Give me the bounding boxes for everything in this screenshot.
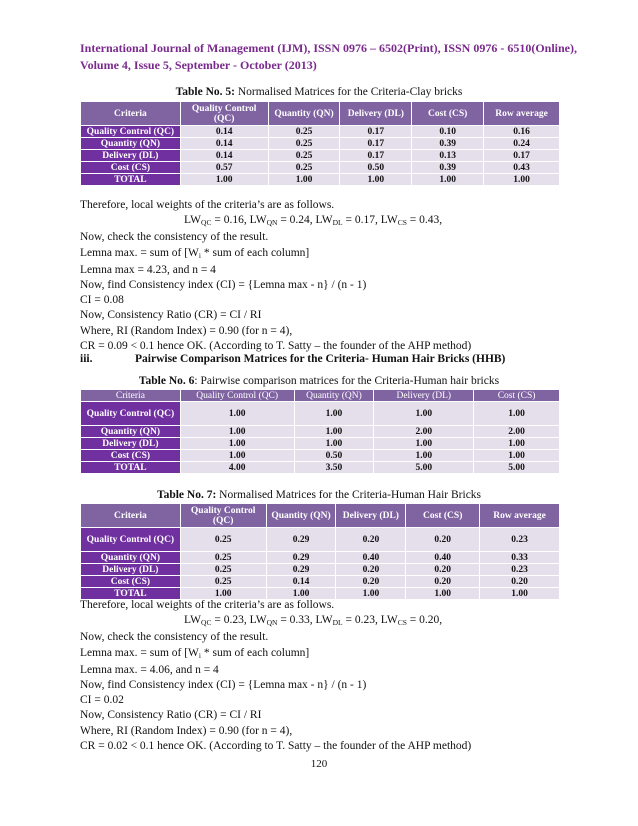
cell: 0.39 — [412, 138, 484, 150]
cell: 4.00 — [180, 462, 294, 474]
text-line: Now, find Consistency index (CI) = {Lemna max - n} / (n - 1) — [80, 279, 367, 292]
text-block-2 — [80, 598, 580, 754]
table7-caption-text: Normalised Matrices for the Criteria-Human Hair Bricks — [216, 489, 482, 501]
table6-caption-text: : Pairwise comparison matrices for the Criteria-Human hair bricks — [194, 375, 500, 387]
table6-header: Criteria — [81, 390, 181, 402]
cell: 1.00 — [480, 588, 560, 600]
table6 — [80, 389, 560, 474]
text-line: Lemna max. = sum of [$W_i$ * sum of each column] — [80, 246, 310, 260]
table-row — [81, 576, 560, 588]
table-row — [81, 450, 560, 462]
table-total-row — [81, 462, 560, 474]
table7-header-row — [81, 504, 560, 528]
table-row — [81, 138, 560, 150]
cell: 1.00 — [180, 174, 268, 186]
cell: 1.00 — [294, 438, 374, 450]
header-line-1: International Journal of Management (IJM), ISSN 0976 – 6502(Print), ISSN 0976 - 6510(Online), — [80, 41, 577, 55]
table6-header: Delivery (DL) — [374, 390, 474, 402]
row-header: Quality Control (QC) — [81, 528, 181, 552]
cell: 0.43 — [484, 162, 560, 174]
table-total-row — [81, 174, 560, 186]
cell: 0.25 — [268, 150, 340, 162]
table-row — [81, 162, 560, 174]
table-row — [81, 426, 560, 438]
cell: 0.25 — [268, 162, 340, 174]
row-header: Quantity (QN) — [81, 138, 181, 150]
cell: 0.33 — [480, 552, 560, 564]
cell: 1.00 — [340, 174, 412, 186]
cell: 1.00 — [294, 402, 374, 426]
cell: 1.00 — [180, 450, 294, 462]
row-header: TOTAL — [81, 462, 181, 474]
cell: 0.25 — [180, 528, 266, 552]
journal-header — [80, 40, 580, 74]
table5-header-row — [81, 102, 560, 126]
section-title: Pairwise Comparison Matrices for the Criteria- Human Hair Bricks (HHB) — [135, 353, 506, 365]
text-line: Now, Consistency Ratio (CR) = CI / RI — [80, 709, 262, 722]
cell: 0.20 — [480, 576, 560, 588]
local-weights-line: $LW_{QC} = 0.23$, $LW_{QN} = 0.33$, $LW_{DL} = 0.23$, $LW_{CS} = 0.20$, — [184, 614, 443, 628]
cell: 0.14 — [180, 126, 268, 138]
table7-caption-label: Table No. 7: — [156, 489, 217, 501]
table7-header: Quality Control (QC) — [180, 504, 266, 528]
cell: 0.50 — [294, 450, 374, 462]
page-number: 120 — [310, 758, 328, 770]
table7-header: Cost (CS) — [406, 504, 480, 528]
cell: 2.00 — [374, 426, 474, 438]
row-header: TOTAL — [81, 174, 181, 186]
text-line: CR = 0.02 < 0.1 hence OK. (According to T. Satty – the founder of the AHP method) — [80, 739, 472, 752]
table5-header: Row average — [484, 102, 560, 126]
table6-caption-label: Table No. 6 — [138, 375, 195, 387]
cell: 0.10 — [412, 126, 484, 138]
cell: 0.17 — [484, 150, 560, 162]
cell: 0.13 — [412, 150, 484, 162]
row-header: Cost (CS) — [81, 576, 181, 588]
cell: 1.00 — [474, 450, 560, 462]
table-row — [81, 402, 560, 426]
cell: 1.00 — [406, 588, 480, 600]
table5-header: Quantity (QN) — [268, 102, 340, 126]
row-header: Delivery (DL) — [81, 150, 181, 162]
cell: 0.39 — [412, 162, 484, 174]
cell: 0.25 — [180, 576, 266, 588]
table7-header: Delivery (DL) — [336, 504, 406, 528]
cell: 0.23 — [480, 528, 560, 552]
text-line: Therefore, local weights of the criteria’s are as follows. — [80, 599, 335, 611]
cell: 1.00 — [266, 588, 336, 600]
table7-caption — [0, 489, 638, 501]
cell: 1.00 — [336, 588, 406, 600]
text-line: Where, RI (Random Index) = 0.90 (for n = 4), — [80, 724, 293, 737]
cell: 0.25 — [268, 138, 340, 150]
cell: 1.00 — [474, 402, 560, 426]
section-heading — [80, 353, 505, 365]
local-weights-line: $LW_{QC} = 0.16$, $LW_{QN} = 0.24$, $LW_{DL} = 0.17$, $LW_{CS} = 0.43$, — [184, 214, 443, 228]
cell: 1.00 — [180, 426, 294, 438]
cell: 2.00 — [474, 426, 560, 438]
cell: 0.17 — [340, 138, 412, 150]
cell: 0.29 — [266, 528, 336, 552]
cell: 0.14 — [266, 576, 336, 588]
cell: 1.00 — [374, 450, 474, 462]
table-row — [81, 528, 560, 552]
cell: 0.57 — [180, 162, 268, 174]
row-header: Quantity (QN) — [81, 426, 181, 438]
table7-header: Criteria — [81, 504, 181, 528]
row-header: Quality Control (QC) — [81, 402, 181, 426]
cell: 0.20 — [406, 564, 480, 576]
table5-caption-text: Normalised Matrices for the Criteria-Clay bricks — [234, 86, 463, 98]
cell: 1.00 — [484, 174, 560, 186]
text-line: Now, check the consistency of the result. — [80, 231, 269, 244]
cell: 0.16 — [484, 126, 560, 138]
table6-header: Quality Control (QC) — [180, 390, 294, 402]
header-line-2: Volume 4, Issue 5, September - October (2013) — [80, 58, 317, 72]
row-header: TOTAL — [81, 588, 181, 600]
table-row — [81, 438, 560, 450]
table-row — [81, 564, 560, 576]
row-header: Quality Control (QC) — [81, 126, 181, 138]
row-header: Delivery (DL) — [81, 564, 181, 576]
row-header: Delivery (DL) — [81, 438, 181, 450]
table5-header: Cost (CS) — [412, 102, 484, 126]
table6-header: Quantity (QN) — [294, 390, 374, 402]
table-row — [81, 126, 560, 138]
cell: 0.25 — [180, 564, 266, 576]
table5 — [80, 101, 560, 186]
cell: 0.20 — [406, 576, 480, 588]
cell: 1.00 — [180, 438, 294, 450]
cell: 0.29 — [266, 552, 336, 564]
table7-header: Row average — [480, 504, 560, 528]
table5-caption — [0, 86, 638, 98]
table7-header: Quantity (QN) — [266, 504, 336, 528]
cell: 5.00 — [474, 462, 560, 474]
table6-header-row — [81, 390, 560, 402]
cell: 1.00 — [294, 426, 374, 438]
cell: 1.00 — [374, 438, 474, 450]
cell: 0.24 — [484, 138, 560, 150]
cell: 0.14 — [180, 150, 268, 162]
text-line: Lemna max = 4.23, and n = 4 — [80, 263, 216, 276]
cell: 3.50 — [294, 462, 374, 474]
cell: 0.29 — [266, 564, 336, 576]
cell: 0.23 — [480, 564, 560, 576]
cell: 0.25 — [180, 552, 266, 564]
row-header: Quantity (QN) — [81, 552, 181, 564]
cell: 1.00 — [412, 174, 484, 186]
cell: 0.25 — [268, 126, 340, 138]
cell: 0.20 — [336, 576, 406, 588]
table-row — [81, 150, 560, 162]
text-line: Therefore, local weights of the criteria’s are as follows. — [80, 199, 335, 211]
table5-header: Quality Control (QC) — [180, 102, 268, 126]
text-line: Now, check the consistency of the result. — [80, 631, 269, 644]
text-line: Lemna max. = sum of [$W_i$ * sum of each column] — [80, 646, 310, 660]
cell: 1.00 — [474, 438, 560, 450]
text-line: Where, RI (Random Index) = 0.90 (for n = 4), — [80, 324, 293, 337]
cell: 1.00 — [180, 402, 294, 426]
cell: 0.20 — [406, 528, 480, 552]
cell: 0.40 — [406, 552, 480, 564]
table5-caption-label: Table No. 5: — [175, 86, 235, 98]
table-row — [81, 552, 560, 564]
text-line: Now, Consistency Ratio (CR) = CI / RI — [80, 309, 262, 322]
table7 — [80, 503, 560, 600]
cell: 0.20 — [336, 564, 406, 576]
cell: 0.40 — [336, 552, 406, 564]
table5-header: Delivery (DL) — [340, 102, 412, 126]
table6-header: Cost (CS) — [474, 390, 560, 402]
cell: 0.17 — [340, 126, 412, 138]
cell: 0.14 — [180, 138, 268, 150]
text-line: Lemna max. = 4.06, and n = 4 — [80, 663, 219, 676]
cell: 5.00 — [374, 462, 474, 474]
cell: 1.00 — [268, 174, 340, 186]
text-line: Now, find Consistency index (CI) = {Lemna max - n} / (n - 1) — [80, 679, 367, 692]
text-line: CR = 0.09 < 0.1 hence OK. (According to T. Satty – the founder of the AHP method) — [80, 339, 472, 352]
text-line: CI = 0.08 — [80, 294, 124, 307]
table5-header: Criteria — [81, 102, 181, 126]
cell: 0.17 — [340, 150, 412, 162]
row-header: Cost (CS) — [81, 450, 181, 462]
row-header: Cost (CS) — [81, 162, 181, 174]
table6-caption — [0, 375, 638, 387]
text-block-1 — [80, 198, 580, 354]
cell: 1.00 — [374, 402, 474, 426]
cell: 0.50 — [340, 162, 412, 174]
text-line: CI = 0.02 — [80, 694, 124, 707]
cell: 1.00 — [180, 588, 266, 600]
cell: 0.20 — [336, 528, 406, 552]
section-number: iii. — [80, 353, 93, 365]
